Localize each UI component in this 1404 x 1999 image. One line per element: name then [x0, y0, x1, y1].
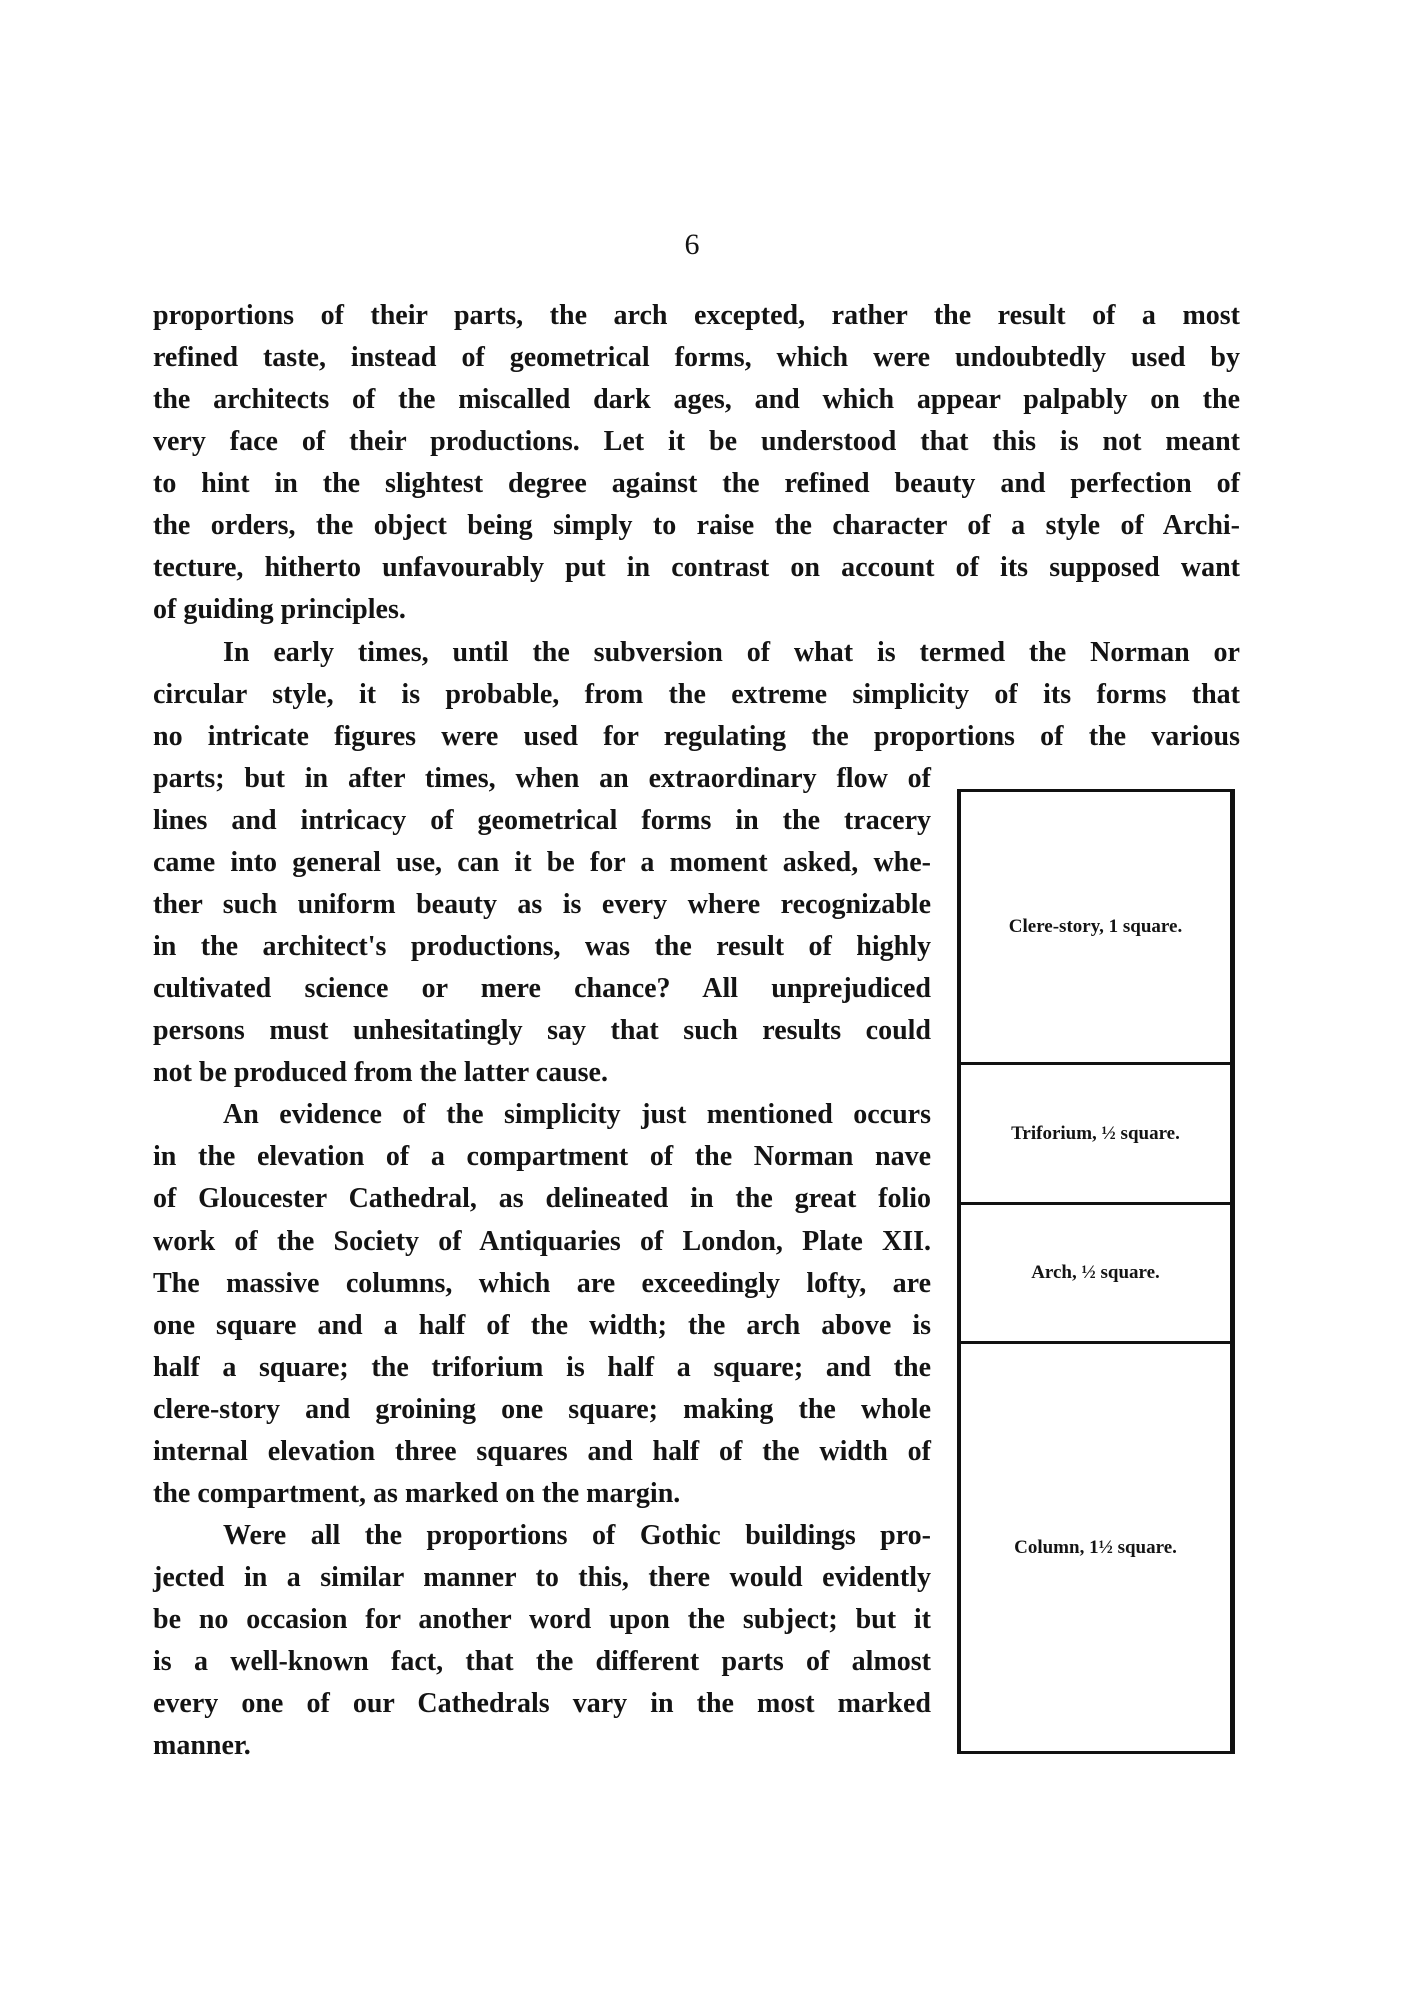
text-line: one square and a half of the width; the arch above is	[153, 1309, 931, 1341]
text-line: manner.	[153, 1730, 251, 1762]
diagram-section-label: Arch, ½ square.	[1031, 1262, 1160, 1283]
text-line: refined taste, instead of geometrical forms, which were undoubtedly used by	[153, 342, 1240, 374]
text-line: parts; but in after times, when an extraordinary flow of	[153, 762, 931, 794]
text-line: of Gloucester Cathedral, as delineated in the great folio	[153, 1183, 931, 1215]
text-line: the compartment, as marked on the margin.	[153, 1477, 681, 1509]
text-line: lines and intricacy of geometrical forms in the tracery	[153, 804, 931, 836]
diagram-section-label: Clere-story, 1 square.	[1008, 916, 1183, 937]
text-line: persons must unhesitatingly say that such results could	[153, 1015, 931, 1047]
page-number: 6	[684, 228, 700, 261]
text-line: work of the Society of Antiquaries of London, Plate XII.	[153, 1225, 931, 1257]
text-line: Were all the proportions of Gothic buildings pro-	[223, 1520, 931, 1552]
text-line: came into general use, can it be for a moment asked, whe-	[153, 846, 931, 878]
text-line: in the elevation of a compartment of the Norman nave	[153, 1141, 931, 1173]
text-line: cultivated science or mere chance? All unprejudiced	[153, 973, 931, 1005]
text-line: the orders, the object being simply to raise the character of a style of Archi-	[153, 510, 1240, 542]
elevation-proportion-diagram	[957, 789, 1235, 1754]
text-line: circular style, it is probable, from the extreme simplicity of its forms that	[153, 678, 1240, 710]
text-line: half a square; the triforium is half a square; and the	[153, 1351, 931, 1383]
text-line: jected in a similar manner to this, there would evidently	[153, 1562, 931, 1594]
text-line: In early times, until the subversion of what is termed the Norman or	[223, 636, 1240, 668]
diagram-section	[961, 792, 1230, 1065]
text-line: not be produced from the latter cause.	[153, 1057, 608, 1089]
text-line: every one of our Cathedrals vary in the most marked	[153, 1688, 931, 1720]
text-line: An evidence of the simplicity just mentioned occurs	[223, 1099, 931, 1131]
text-line: The massive columns, which are exceedingly lofty, are	[153, 1267, 931, 1299]
diagram-section	[961, 1205, 1230, 1344]
text-line: clere-story and groining one square; making the whole	[153, 1393, 931, 1425]
diagram-section	[961, 1344, 1230, 1751]
diagram-section-label: Triforium, ½ square.	[1011, 1122, 1180, 1144]
text-line: no intricate figures were used for regulating the proportions of the various	[153, 720, 1240, 752]
text-line: tecture, hitherto unfavourably put in contrast on account of its supposed want	[153, 552, 1240, 584]
text-line: proportions of their parts, the arch excepted, rather the result of a most	[153, 300, 1240, 331]
text-line: ther such uniform beauty as is every where recognizable	[153, 888, 931, 920]
text-line: the architects of the miscalled dark ages, and which appear palpably on the	[153, 384, 1240, 416]
diagram-section-label: Column, 1½ square.	[1014, 1536, 1177, 1558]
text-line: in the architect's productions, was the result of highly	[153, 931, 931, 963]
text-line: very face of their productions. Let it be understood that this is not meant	[153, 426, 1240, 458]
text-line: internal elevation three squares and half of the width of	[153, 1435, 931, 1467]
diagram-section	[961, 1065, 1230, 1205]
text-line: to hint in the slightest degree against the refined beauty and perfection of	[153, 468, 1240, 500]
text-line: of guiding principles.	[153, 594, 406, 626]
text-line: is a well-known fact, that the different parts of almost	[153, 1646, 931, 1678]
text-line: be no occasion for another word upon the subject; but it	[153, 1604, 931, 1636]
